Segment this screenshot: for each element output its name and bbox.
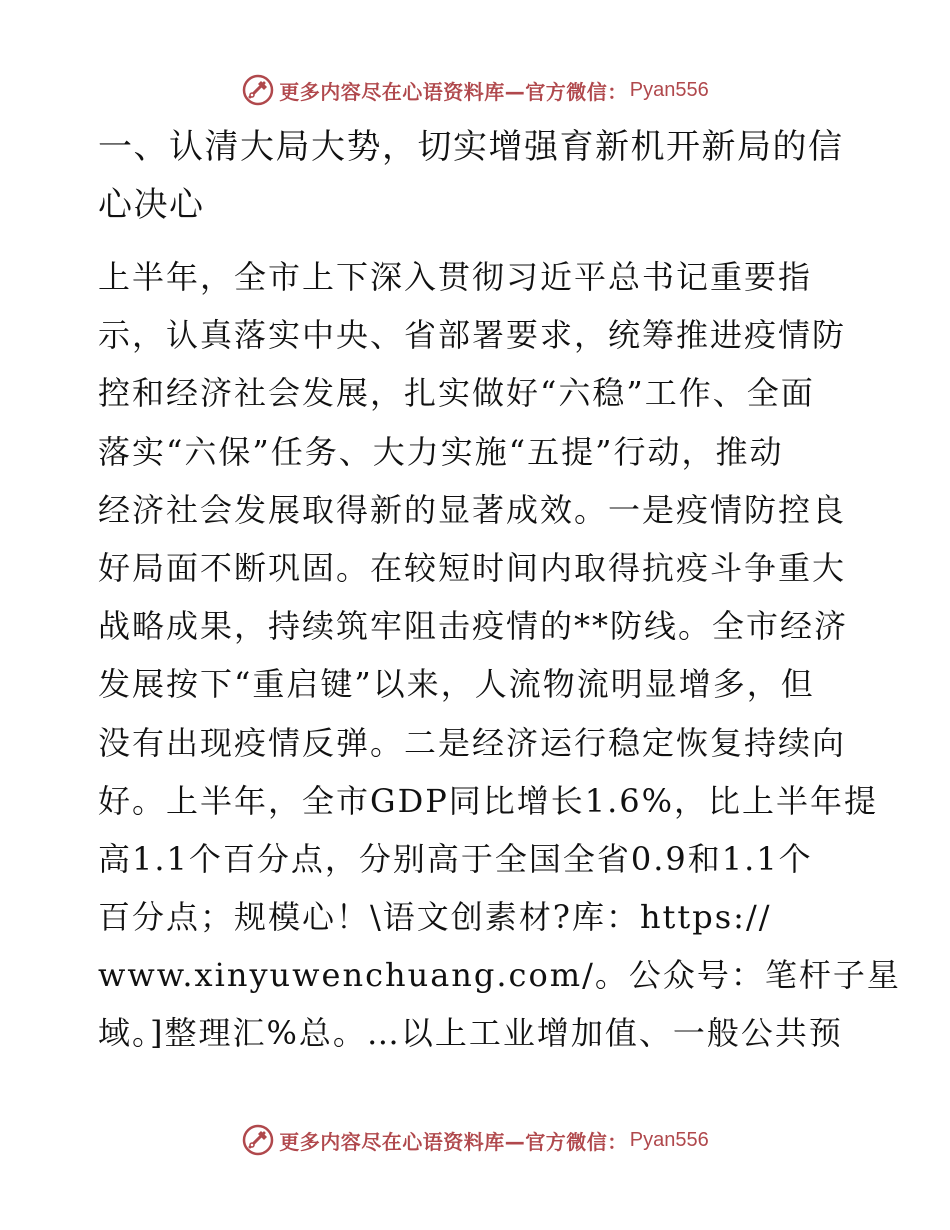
section-heading — [98, 118, 858, 234]
body-line: 百分点；规模心！\语文创素材?库：https:// — [98, 898, 772, 937]
body-line: 经济社会发展取得新的显著成效。一是疫情防控良 — [98, 490, 847, 529]
body-line: 高1.1个百分点，分别高于全国全省0.9和1.1个 — [98, 839, 813, 878]
body-line: 域。]整理汇%总。…以上工业增加值、一般公共预 — [98, 1014, 843, 1053]
header-banner — [0, 70, 950, 110]
banner-text: 更多内容尽在心语资料库—官方微信： — [279, 1129, 628, 1154]
banner-wechat-id: Pyan556 — [629, 78, 709, 101]
heading-line: 心决心 — [98, 185, 205, 225]
body-paragraph — [98, 248, 901, 1063]
logo-icon — [241, 1123, 275, 1157]
body-line: 发展按下“重启键”以来，人流物流明显增多，但 — [98, 665, 815, 704]
body-line: 示，认真落实中央、省部署要求，统筹推进疫情防 — [98, 316, 847, 355]
logo-icon — [241, 73, 275, 107]
body-line: 控和经济社会发展，扎实做好“六稳”工作、全面 — [98, 374, 815, 413]
footer-banner — [0, 1120, 950, 1160]
body-line: 战略成果，持续筑牢阻击疫情的**防线。全市经济 — [98, 607, 849, 646]
body-line: 落实“六保”任务、大力实施“五提”行动，推动 — [98, 432, 784, 471]
banner-text: 更多内容尽在心语资料库—官方微信： — [279, 79, 628, 104]
body-line: 好。上半年，全市GDP同比增长1.6%，比上半年提 — [98, 781, 879, 820]
body-line: 没有出现疫情反弹。二是经济运行稳定恢复持续向 — [98, 723, 847, 762]
body-line: 好局面不断巩固。在较短时间内取得抗疫斗争重大 — [98, 548, 847, 587]
body-line: 上半年，全市上下深入贯彻习近平总书记重要指 — [98, 258, 813, 296]
heading-line: 一、认清大局大势，切实增强育新机开新局的信 — [98, 127, 844, 167]
banner-wechat-id: Pyan556 — [629, 1128, 709, 1151]
body-line: www.xinyuwenchuang.com/。公众号：笔杆子星 — [98, 956, 901, 995]
